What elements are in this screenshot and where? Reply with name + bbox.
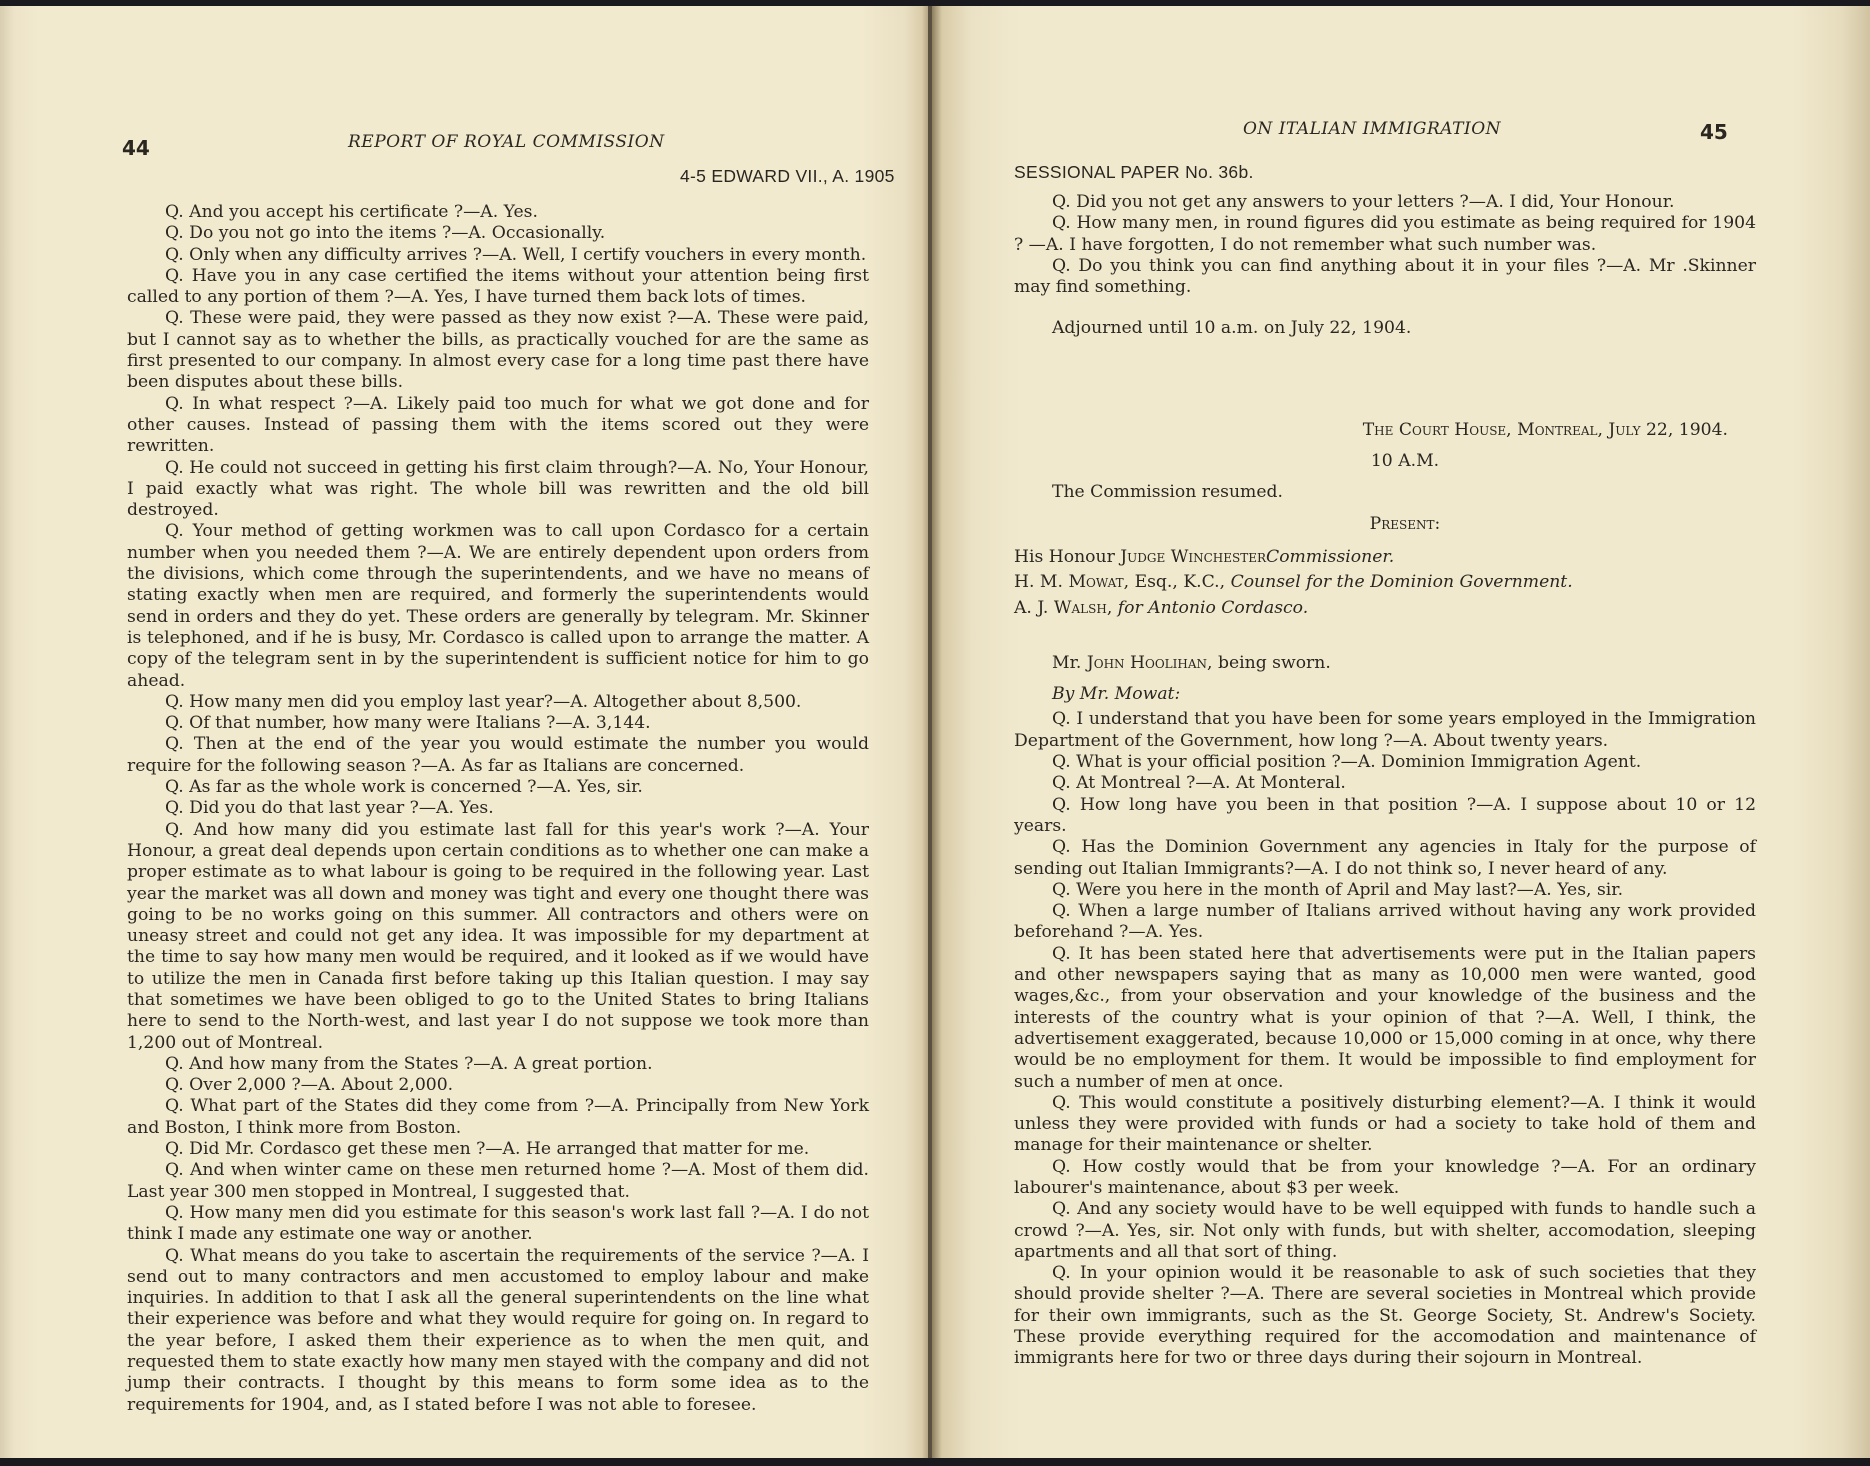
- testimony-paragraph: Q. When a large number of Italians arrived without having any work provided beforehand ?—A. Yes.: [1014, 901, 1756, 943]
- testimony-paragraph: Q. As far as the whole work is concerned ?—A. Yes, sir.: [165, 777, 643, 798]
- present-attendee: [1014, 572, 1756, 593]
- testimony-paragraph: Q. I understand that you have been for some years employed in the Immigration Department of the Government, how long ?—A. About twenty years.: [1014, 709, 1756, 751]
- testimony-paragraph: Q. How many men, in round figures did you estimate as being required for 1904 ? —A. I have forgotten, I do not remember what such number was.: [1014, 213, 1756, 255]
- page-number: 45: [1700, 120, 1728, 144]
- attendee-name: H. M.: [1014, 572, 1069, 593]
- book-spread: [0, 6, 1870, 1458]
- attendee-name-sc: Mowat: [1068, 572, 1124, 593]
- attendee-extra: ,: [1106, 597, 1118, 618]
- testimony-paragraph: Q. Did Mr. Cordasco get these men ?—A. He arranged that matter for me.: [165, 1139, 810, 1160]
- testimony-paragraph: Q. This would constitute a positively disturbing element?—A. I think it would unless they were provided with funds or had a society to take hold of them and manage for their maintenance or shelter.: [1014, 1092, 1756, 1156]
- session-time: 10 A.M.: [1370, 451, 1440, 472]
- testimony-paragraph: Q. Over 2,000 ?—A. About 2,000.: [165, 1075, 454, 1096]
- sessional-paper-line: SESSIONAL PAPER No. 36b.: [1014, 162, 1254, 182]
- opening-questions: [1014, 192, 1756, 298]
- attendee-name-sc: Walsh: [1053, 597, 1107, 618]
- right-page: [932, 6, 1870, 1458]
- running-head: ON ITALIAN IMMIGRATION: [1243, 119, 1502, 139]
- testimony-paragraph: Q. At Montreal ?—A. At Monteral.: [1052, 773, 1346, 794]
- testimony-paragraph: Q. Do you not go into the items ?—A. Occasionally.: [165, 223, 606, 244]
- testimony-paragraph: Q. And any society would have to be well equipped with funds to handle such a crowd ?—A. Yes, sir. Not only with funds, but with shelter, accomodation, sleeping apartments and all that sort of thing.: [1014, 1199, 1756, 1262]
- testimony-paragraph: Q. Only when any difficulty arrives ?—A. Well, I certify vouchers in every month.: [165, 244, 867, 265]
- testimony-paragraph: Q. Of that number, how many were Italians ?—A. 3,144.: [165, 713, 651, 734]
- attendee-name: His Honour: [1014, 546, 1121, 567]
- examiner-line: By Mr. Mowat:: [1052, 684, 1181, 705]
- testimony-paragraph: Q. Do you think you can find anything about it in your files ?—A. Mr .Skinner may find something.: [1014, 255, 1756, 298]
- testimony-paragraph: Q. And when winter came on these men returned home ?—A. Most of them did. Last year 300 men stopped in Montreal, I suggested that.: [127, 1160, 869, 1202]
- testimony-paragraph: Q. How many men did you employ last year?—A. Altogether about 8,500.: [165, 691, 802, 712]
- commission-resumed: The Commission resumed.: [1052, 482, 1283, 503]
- attendee-name-sc: Judge Winchester: [1120, 546, 1267, 567]
- testimony-paragraph: Q. What means do you take to ascertain the requirements of the service ?—A. I send out to many contractors and men accustomed to employ labour and make inquiries. In addition to that I ask all the general superintendents on the line what their experience was before and what they would require for going on. In regard to the year before, I asked them their experience as to when the men quit, and requested them to state exactly how many men stayed with the company and did not jump their contracts. I thought by this means to form some idea as to the requirements for 1904, and, as I stated before I was not able to foresee.: [127, 1245, 869, 1415]
- edition-line: 4-5 EDWARD VII., A. 1905: [680, 166, 895, 186]
- testimony-paragraph: Q. Your method of getting workmen was to call upon Cordasco for a certain number when you needed them ?—A. We are entirely dependent upon orders from the divisions, which come through the superintendents, and we have no means of stating exactly when men are required, and formerly the superintendents would send in orders and they do yet. These orders are generally by telegram. Mr. Skinner is telephoned, and if he is busy, Mr. Cordasco is called upon to arrange the matter. A copy of the telegram sent in by the superintendent is sufficient notice for him to go ahead.: [127, 521, 869, 691]
- present-attendee: [1014, 598, 1756, 619]
- present-attendee: [1014, 547, 1756, 568]
- testimony-paragraph: Q. In what respect ?—A. Likely paid too much for what we got done and for other causes. Instead of passing them with the items scored out they were rewritten.: [127, 393, 869, 457]
- testimony-paragraph: Q. How long have you been in that position ?—A. I suppose about 10 or 12 years.: [1014, 794, 1756, 836]
- adjournment-notice: Adjourned until 10 a.m. on July 22, 1904.: [1052, 318, 1412, 339]
- attendee-role: Commissioner.: [1266, 546, 1395, 567]
- left-page: [0, 6, 930, 1458]
- testimony-paragraph: Q. Then at the end of the year you would estimate the number you would require for the following season ?—A. As far as Italians are concerned.: [127, 734, 869, 776]
- right-column-text: [1014, 192, 1756, 1370]
- testimony-paragraph: Q. Were you here in the month of April and May last?—A. Yes, sir.: [1052, 879, 1624, 900]
- testimony: [1014, 709, 1756, 1369]
- testimony-paragraph: Q. And you accept his certificate ?—A. Yes.: [165, 202, 538, 222]
- testimony-paragraph: Q. These were paid, they were passed as they now exist ?—A. These were paid, but I cannot say as to whether the bills, as practically vouched for are the same as first presented to our company. In almost every case for a long time past there have been disputes about these bills.: [127, 308, 869, 393]
- testimony-paragraph: Q. And how many from the States ?—A. A great portion.: [165, 1053, 653, 1074]
- testimony-paragraph: Q. Have you in any case certified the items without your attention being first called to any portion of them ?—A. Yes, I have turned them back lots of times.: [127, 265, 869, 308]
- attendee-role: for Antonio Cordasco.: [1117, 597, 1309, 618]
- attendee-name: A. J.: [1014, 597, 1054, 618]
- testimony-paragraph: Q. In your opinion would it be reasonable to ask of such societies that they should provide shelter ?—A. There are several societies in Montreal which provide for their own immigrants, such as the St. George Society, St. Andrew's Society. These provide everything required for the accomodation and maintenance of immigrants here for two or three days during their sojourn in Montreal.: [1014, 1263, 1756, 1369]
- testimony-paragraph: Q. Has the Dominion Government any agencies in Italy for the purpose of sending out Italian Immigrants?—A. I do not think so, I never heard of any.: [1014, 837, 1756, 879]
- testimony-paragraph: Q. Did you not get any answers to your letters ?—A. I did, Your Honour.: [1052, 192, 1675, 212]
- testimony-paragraph: Q. What part of the States did they come from ?—A. Principally from New York and Boston, I think more from Boston.: [127, 1096, 869, 1138]
- session-place-date: The Court House, Montreal, July 22, 1904.: [1362, 419, 1728, 440]
- page-number: 44: [122, 136, 150, 160]
- testimony-paragraph: Q. Did you do that last year ?—A. Yes.: [165, 798, 494, 819]
- witness-sworn: Mr. John Hoolihan, being sworn.: [1052, 652, 1331, 673]
- testimony-paragraph: Q. How many men did you estimate for this season's work last fall ?—A. I do not think I made any estimate one way or another.: [127, 1202, 869, 1245]
- witness-name: John Hoolihan: [1086, 652, 1208, 673]
- present-list: [1014, 547, 1756, 619]
- attendee-role: Counsel for the Dominion Government.: [1230, 572, 1573, 593]
- testimony-paragraph: Q. He could not succeed in getting his first claim through?—A. No, Your Honour, I paid exactly what was right. The whole bill was rewritten and the old bill destroyed.: [127, 457, 869, 521]
- testimony-paragraph: Q. It has been stated here that advertisements were put in the Italian papers and other newspapers saying that as many as 10,000 men were wanted, good wages,&c., from your observation and your knowledge of the business and the interests of the country what is your opinion of that ?—A. Well, I think, the advertisement exaggerated, because 10,000 or 15,000 coming in at once, why there would be no employment for them. It would be impossible to find employment for such a number of men at once.: [1014, 943, 1756, 1092]
- attendee-extra: , Esq., K.C.,: [1123, 572, 1231, 593]
- testimony-paragraph: Q. And how many did you estimate last fall for this year's work ?—A. Your Honour, a great deal depends upon certain conditions as to whether one can make a proper estimate as to what labour is going to be required in the following year. Last year the market was all down and money was tight and every one thought there was going to be no works going on this summer. All contractors and others were on uneasy street and could not get any idea. It was impossible for my department at the time to say how many men would be required, and it looked as if we would have to utilize the men in Canada first before taking up this Italian question. I may say that sometimes we have been obliged to go to the United States to bring Italians here to send to the North-west, and last year I do not suppose we took more than 1,200 out of Montreal.: [127, 819, 869, 1053]
- testimony-paragraph: Q. What is your official position ?—A. Dominion Immigration Agent.: [1052, 752, 1642, 773]
- present-heading: Present:: [1369, 513, 1441, 534]
- running-head: REPORT OF ROYAL COMMISSION: [348, 132, 665, 152]
- left-column-text: [127, 202, 869, 1416]
- testimony-paragraph: Q. How costly would that be from your knowledge ?—A. For an ordinary labourer's maintenance, about $3 per week.: [1014, 1156, 1756, 1198]
